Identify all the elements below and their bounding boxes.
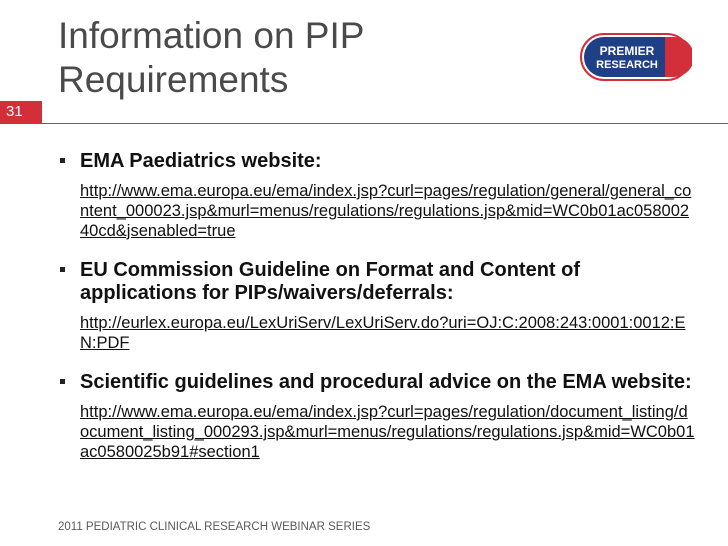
bullet-list — [56, 150, 696, 480]
logo-red-panel — [665, 37, 692, 77]
item-link[interactable]: http://www.ema.europa.eu/ema/index.jsp?curl=pages/regulation/document_listing/document_listing_000293.jsp&murl=menus/regulations/regulations.jsp&mid=WC0b01ac0580025b91#section1 — [80, 403, 695, 461]
slide-number-bar — [0, 101, 728, 124]
item-link[interactable]: http://www.ema.europa.eu/ema/index.jsp?curl=pages/regulation/general/general_content_000023.jsp&murl=menus/regulations/regulations.jsp&mid=WC0b01ac05800240cd&jsenabled=true — [80, 182, 692, 240]
list-item — [56, 371, 696, 462]
logo-line-2: RESEARCH — [596, 59, 658, 71]
list-item — [56, 150, 696, 241]
item-heading: EMA Paediatrics website: — [80, 150, 322, 172]
slide-number: 31 — [6, 103, 23, 120]
bullet-square-icon — [60, 158, 65, 163]
bullet-square-icon — [60, 267, 65, 272]
item-heading: EU Commission Guideline on Format and Content of applications for PIPs/waivers/deferrals: — [80, 259, 581, 304]
logo-line-1: PREMIER — [599, 44, 655, 58]
slide-title-line-2: Requirements — [58, 59, 289, 100]
slide-title-line-1: Information on PIP — [58, 15, 365, 56]
title-divider — [0, 123, 728, 124]
item-link[interactable]: http://eurlex.europa.eu/LexUriServ/LexUriServ.do?uri=OJ:C:2008:243:0001:0012:EN:PDF — [80, 314, 686, 352]
bullet-square-icon — [60, 379, 65, 384]
item-heading: Scientific guidelines and procedural advice on the EMA website: — [80, 371, 692, 393]
footer-text: 2011 PEDIATRIC CLINICAL RESEARCH WEBINAR SERIES — [58, 521, 371, 533]
premier-research-logo — [579, 33, 692, 81]
list-item — [56, 259, 696, 353]
slide-title — [58, 14, 528, 102]
